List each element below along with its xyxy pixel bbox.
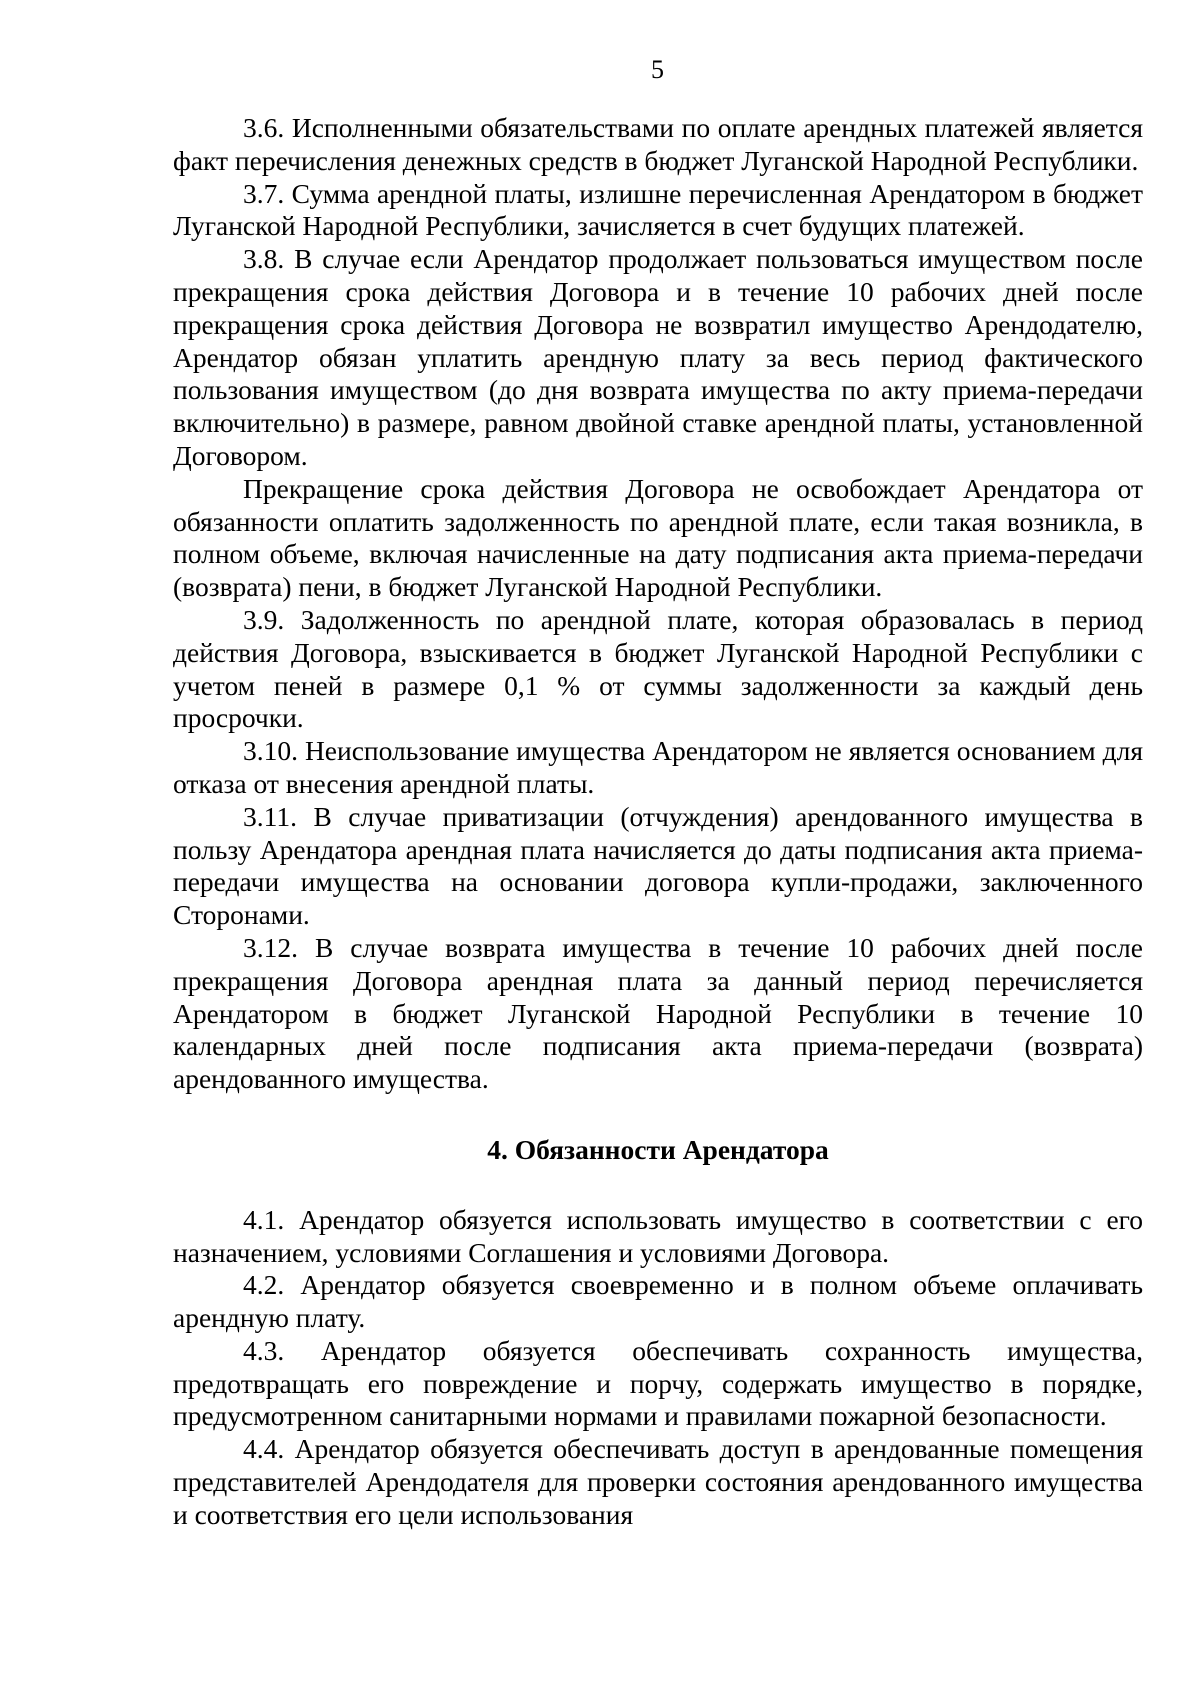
paragraph-4-4: 4.4. Арендатор обязуется обеспечивать доступ в арендованные помещения представителей Арендодателя для проверки состояния арендованного имущества и соответствия его цели использования: [173, 1433, 1143, 1530]
paragraph-3-8-continuation: Прекращение срока действия Договора не освобождает Арендатора от обязанности оплатить задолженность по арендной плате, если такая возникла, в полном объеме, включая начисленные на дату подписания акта приема-передачи (возврата) пени, в бюджет Луганской Народной Республики.: [173, 472, 1143, 603]
paragraph-3-8: 3.8. В случае если Арендатор продолжает пользоваться имуществом после прекращения срока действия Договора и в течение 10 рабочих дней после прекращения срока действия Договора не возвратил имущество Арендодателю, Арендатор обязан уплатить арендную плату за весь период фактического пользования имуществом (до дня возврата имущества по акту приема-передачи включительно) в размере, равном двойной ставке арендной платы, установленной Договором.: [173, 243, 1143, 471]
paragraph-4-2: 4.2. Арендатор обязуется своевременно и в полном объеме оплачивать арендную плату.: [173, 1269, 1143, 1334]
paragraph-3-12: 3.12. В случае возврата имущества в течение 10 рабочих дней после прекращения Договора арендная плата за данный период перечисляется Арендатором в бюджет Луганской Народной Республики в течение 10 календарных дней после подписания акта приема-передачи (возврата) арендованного имущества.: [173, 931, 1143, 1095]
document-body: [173, 112, 1143, 1532]
paragraph-3-11: 3.11. В случае приватизации (отчуждения) арендованного имущества в пользу Арендатора арендная плата начисляется до даты подписания акта приема-передачи имущества на основании договора купли-продажи, заключенного Сторонами.: [173, 800, 1143, 931]
section-heading: 4. Обязанности Арендатора: [487, 1133, 829, 1165]
paragraph-4-1: 4.1. Арендатор обязуется использовать имущество в соответствии с его назначением, условиями Соглашения и условиями Договора.: [173, 1203, 1143, 1268]
paragraph-3-9: 3.9. Задолженность по арендной плате, которая образовалась в период действия Договора, взыскивается в бюджет Луганской Народной Республики с учетом пеней в размере 0,1 % от суммы задолженности за каждый день просрочки.: [173, 603, 1143, 734]
page-number: 5: [651, 55, 664, 84]
paragraph-3-6: 3.6. Исполненными обязательствами по оплате арендных платежей является факт перечисления денежных средств в бюджет Луганской Народной Республики.: [173, 112, 1143, 176]
paragraph-4-3: 4.3. Арендатор обязуется обеспечивать сохранность имущества, предотвращать его повреждение и порчу, содержать имущество в порядке, предусмотренном санитарными нормами и правилами пожарной безопасности.: [173, 1334, 1143, 1432]
paragraph-3-10: 3.10. Неиспользование имущества Арендатором не является основанием для отказа от внесения арендной платы.: [173, 735, 1143, 799]
paragraph-3-7: 3.7. Сумма арендной платы, излишне перечисленная Арендатором в бюджет Луганской Народной Республики, зачисляется в счет будущих платежей.: [173, 177, 1143, 242]
